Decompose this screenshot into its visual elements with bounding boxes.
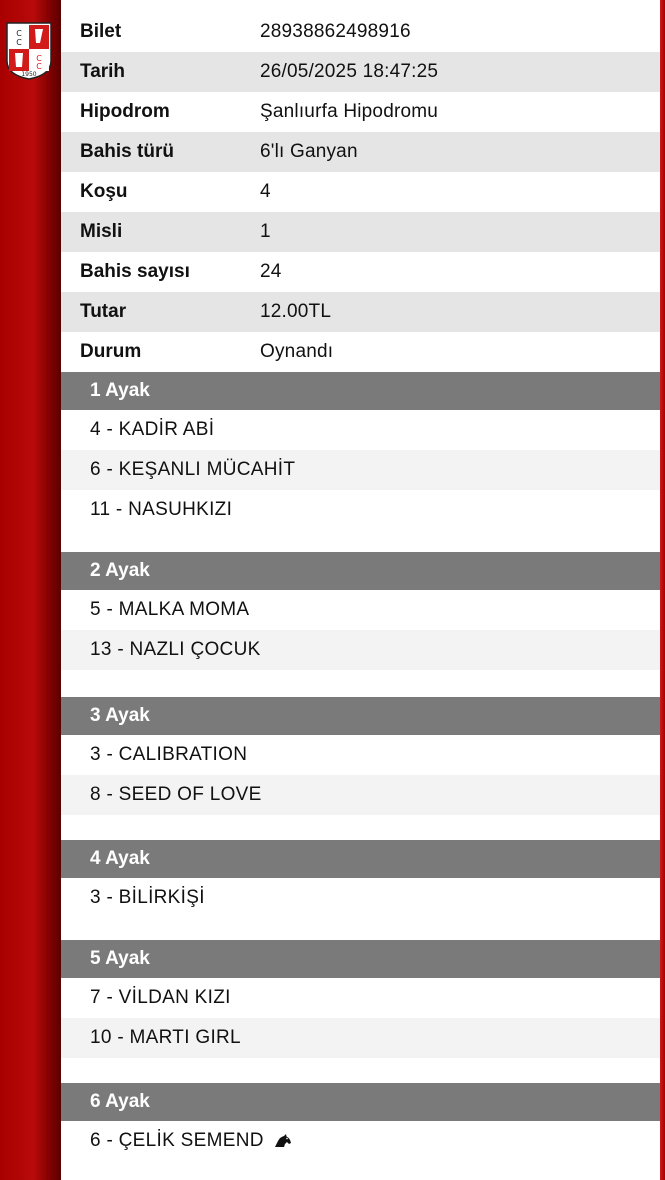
- info-row-bet-type: [61, 132, 660, 172]
- hippodrome-label: Hipodrom: [80, 101, 170, 122]
- svg-text:1950: 1950: [21, 71, 37, 78]
- leg-1: [61, 372, 660, 552]
- club-crest-icon: [5, 21, 53, 81]
- horse-row: 10 - MARTI GIRL: [61, 1018, 660, 1058]
- right-brand-bar: [660, 0, 665, 1180]
- info-row-date: [61, 52, 660, 92]
- leg-2: [61, 552, 660, 697]
- status-label: Durum: [80, 341, 142, 362]
- horse-row: 7 - VİLDAN KIZI: [90, 987, 231, 1008]
- horse-row: 5 - MALKA MOMA: [90, 599, 250, 620]
- svg-text:C: C: [16, 38, 22, 47]
- horse-row: [61, 1121, 660, 1161]
- hippodrome-value: Şanlıurfa Hipodromu: [260, 101, 439, 122]
- info-row-hippodrome: [61, 92, 660, 132]
- status-value: Oynandı: [260, 341, 334, 362]
- multiplier-label: Misli: [80, 221, 123, 242]
- svg-text:C: C: [16, 29, 22, 38]
- leg-5: [61, 940, 660, 1083]
- ticket-details: [61, 12, 660, 1161]
- info-row-bet-count: [61, 252, 660, 292]
- date-label: Tarih: [80, 61, 126, 82]
- race-label: Koşu: [80, 181, 128, 202]
- info-row-race: [61, 172, 660, 212]
- horse-row: 6 - KEŞANLI MÜCAHİT: [61, 450, 660, 490]
- horse-row: 3 - CALIBRATION: [90, 744, 248, 765]
- ticket-value: 28938862498916: [260, 21, 411, 42]
- ticket-info-list: [61, 12, 660, 372]
- leg-header: 5 Ayak: [61, 940, 660, 978]
- race-value: 4: [260, 181, 271, 202]
- multiplier-value: 1: [260, 221, 271, 242]
- bet-type-value: 6'lı Ganyan: [260, 141, 358, 162]
- amount-value: 12.00TL: [260, 301, 332, 322]
- horse-row: 13 - NAZLI ÇOCUK: [61, 630, 660, 670]
- horse-head-icon: [274, 1134, 292, 1148]
- ticket-label: Bilet: [80, 21, 122, 42]
- info-row-amount: [61, 292, 660, 332]
- amount-label: Tutar: [80, 301, 127, 322]
- bet-count-value: 24: [260, 261, 282, 282]
- svg-text:C: C: [36, 62, 42, 71]
- info-row-ticket: [61, 12, 660, 52]
- leg-header: 6 Ayak: [61, 1083, 660, 1121]
- leg-header: 4 Ayak: [61, 840, 660, 878]
- leg-3: [61, 697, 660, 840]
- horse-row: 8 - SEED OF LOVE: [61, 775, 660, 815]
- info-row-multiplier: [61, 212, 660, 252]
- leg-header: 2 Ayak: [61, 552, 660, 590]
- date-value: 26/05/2025 18:47:25: [260, 61, 439, 82]
- bet-count-label: Bahis sayısı: [80, 261, 190, 282]
- horse-name: 6 - ÇELİK SEMEND: [90, 1130, 264, 1151]
- svg-text:C: C: [36, 54, 42, 63]
- horse-row: 4 - KADİR ABİ: [90, 419, 215, 440]
- leg-header: 3 Ayak: [61, 697, 660, 735]
- horse-row: 3 - BİLİRKİŞİ: [90, 887, 205, 908]
- leg-header: 1 Ayak: [61, 372, 660, 410]
- horse-row: 11 - NASUHKIZI: [90, 499, 233, 520]
- info-row-status: [61, 332, 660, 372]
- leg-6: [61, 1083, 660, 1161]
- bet-type-label: Bahis türü: [80, 141, 174, 162]
- leg-4: [61, 840, 660, 940]
- left-brand-bar: [0, 0, 61, 1180]
